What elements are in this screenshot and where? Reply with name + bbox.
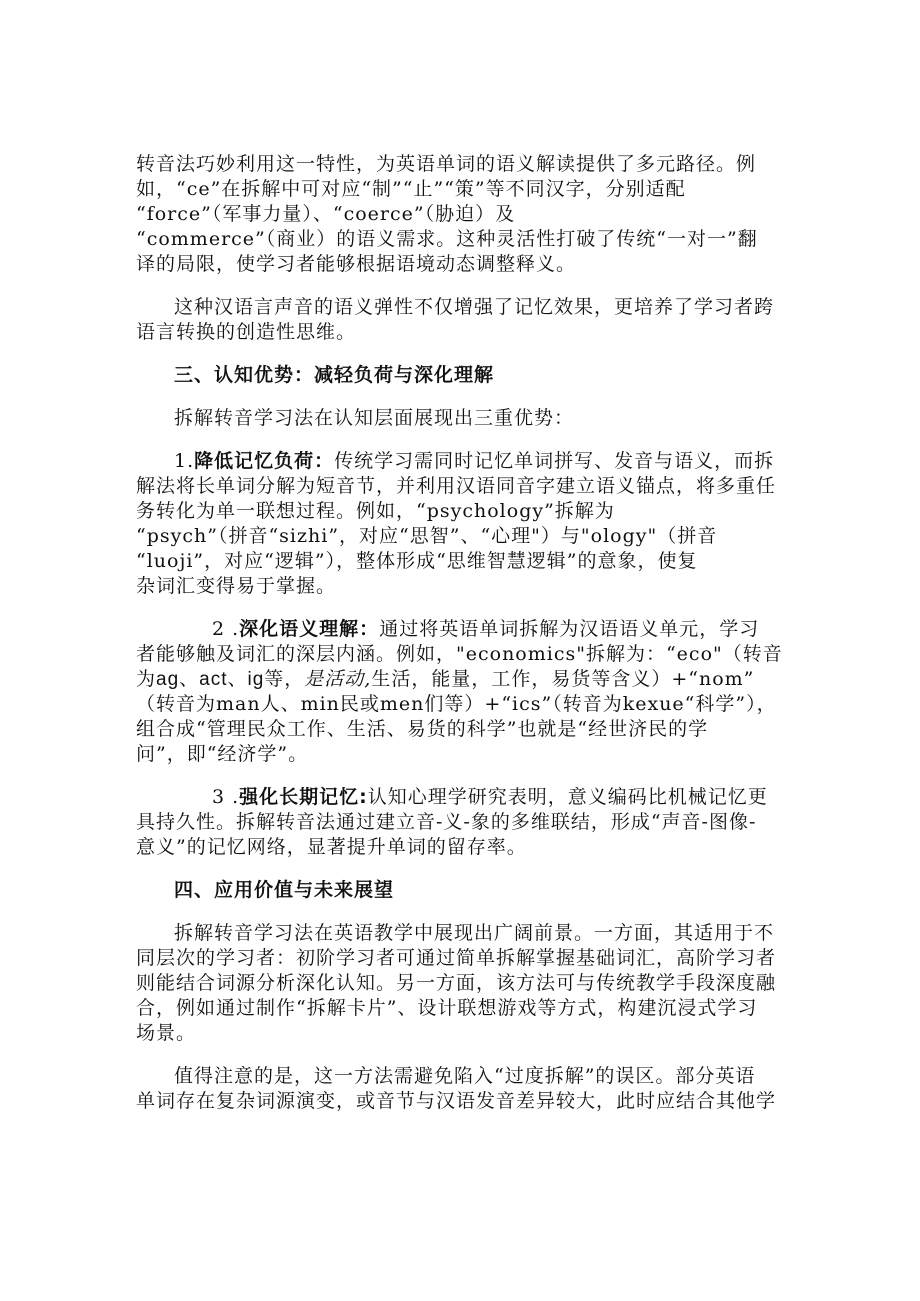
- list-item-1: [136, 449, 786, 599]
- list-item-2: [136, 617, 786, 767]
- text-line: [136, 785, 786, 810]
- item-text: 生活，能量，工作，易货等含义）+“nom”: [371, 668, 755, 690]
- text-line: 合，例如通过制作“拆解卡片”、设计联想游戏等方式，构建沉浸式学习: [136, 997, 758, 1019]
- item-number: 3 .: [212, 786, 240, 808]
- text-line: [136, 667, 786, 692]
- document-page: [136, 152, 786, 1114]
- text-line: 转音法巧妙利用这一特性，为英语单词的语义解读提供了多元路径。例: [136, 153, 757, 175]
- item-text: 为ag、act、ig等，: [136, 669, 305, 690]
- item-title: 强化长期记忆:: [239, 786, 368, 808]
- paragraph-3: 拆解转音学习法在认知层面展现出三重优势：: [174, 407, 575, 429]
- text-line: 者能够触及词汇的深层内涵。例如，"economics"拆解为：“eco"（转音: [136, 643, 783, 665]
- paragraph-5: [136, 1064, 786, 1114]
- paragraph-1: [136, 152, 786, 277]
- text-line: 具持久性。拆解转音法通过建立音-义-象的多维联结，形成“声音-图像-: [136, 811, 757, 833]
- text-line: 单词存在复杂词源演变，或音节与汉语发音差异较大，此时应结合其他学: [136, 1090, 777, 1112]
- text-line: 问”，即“经济学”。: [136, 743, 309, 765]
- item-text: 通过将英语单词拆解为汉语语义单元，学习: [379, 618, 760, 640]
- list-item-3: [136, 785, 786, 860]
- text-line: “commerce”（商业）的语义需求。这种灵活性打破了传统“一对一”翻: [136, 228, 758, 250]
- text-line: （转音为man人、min民或men们等）+“ics”（转音为kexue“科学”），: [136, 693, 777, 715]
- text-line: 译的局限，使学习者能够根据语境动态调整释义。: [136, 253, 577, 275]
- text-line: 杂词汇变得易于掌握。: [136, 575, 337, 597]
- text-line: 组合成“管理民众工作、生活、易货的科学”也就是“经世济民的学: [136, 718, 709, 740]
- text-line: 解法将长单词分解为短音节，并利用汉语同音字建立语义锚点，将多重任: [136, 475, 777, 497]
- text-line: 语言转换的创造性思维。: [136, 321, 357, 343]
- text-line: “luoji”，对应“逻辑”），整体形成“思维智慧逻辑”的意象，使复: [136, 550, 698, 572]
- paragraph-4: [136, 921, 786, 1046]
- section-heading-4: 四、应用价值与未来展望: [174, 879, 395, 901]
- text-line: 值得注意的是，这一方法需避免陷入“过度拆解”的误区。部分英语: [174, 1065, 756, 1087]
- text-line: [136, 617, 786, 642]
- italic-text: 是活动,: [304, 668, 372, 690]
- paragraph-2: [136, 295, 786, 345]
- text-line: 如，“ce”在拆解中可对应“制”“止”“策”等不同汉字，分别适配: [136, 178, 686, 200]
- item-text: 传统学习需同时记忆单词拼写、发音与语义，而拆: [334, 450, 775, 472]
- text-line: 同层次的学习者：初阶学习者可通过简单拆解掌握基础词汇，高阶学习者: [136, 947, 777, 969]
- item-number: 1.: [174, 450, 195, 472]
- text-line: [136, 449, 786, 474]
- text-line: 意义”的记忆网络，显著提升单词的留存率。: [136, 836, 527, 858]
- text-line: “force”（军事力量）、“coerce”（胁迫）及: [136, 203, 516, 225]
- section-heading-3: 三、认知优势：减轻负荷与深化理解: [174, 364, 495, 386]
- text-line: 场景。: [136, 1022, 197, 1044]
- item-title: 深化语义理解：: [239, 618, 380, 640]
- text-line: 则能结合词源分析深化认知。另一方面，该方法可与传统教学手段深度融: [136, 972, 777, 994]
- text-line: 这种汉语言声音的语义弹性不仅增强了记忆效果，更培养了学习者跨: [174, 296, 775, 318]
- text-line: 拆解转音学习法在英语教学中展现出广阔前景。一方面，其适用于不: [174, 922, 775, 944]
- item-number: 2 .: [212, 618, 240, 640]
- text-line: “psych”（拼音“sizhi”，对应“思智”、“心理"）与"ology"（拼音: [136, 525, 718, 547]
- text-line: 务转化为单一联想过程。例如，“psychology”拆解为: [136, 500, 615, 522]
- item-text: 认知心理学研究表明，意义编码比机械记忆更: [367, 786, 768, 808]
- item-title: 降低记忆负荷：: [194, 450, 335, 472]
